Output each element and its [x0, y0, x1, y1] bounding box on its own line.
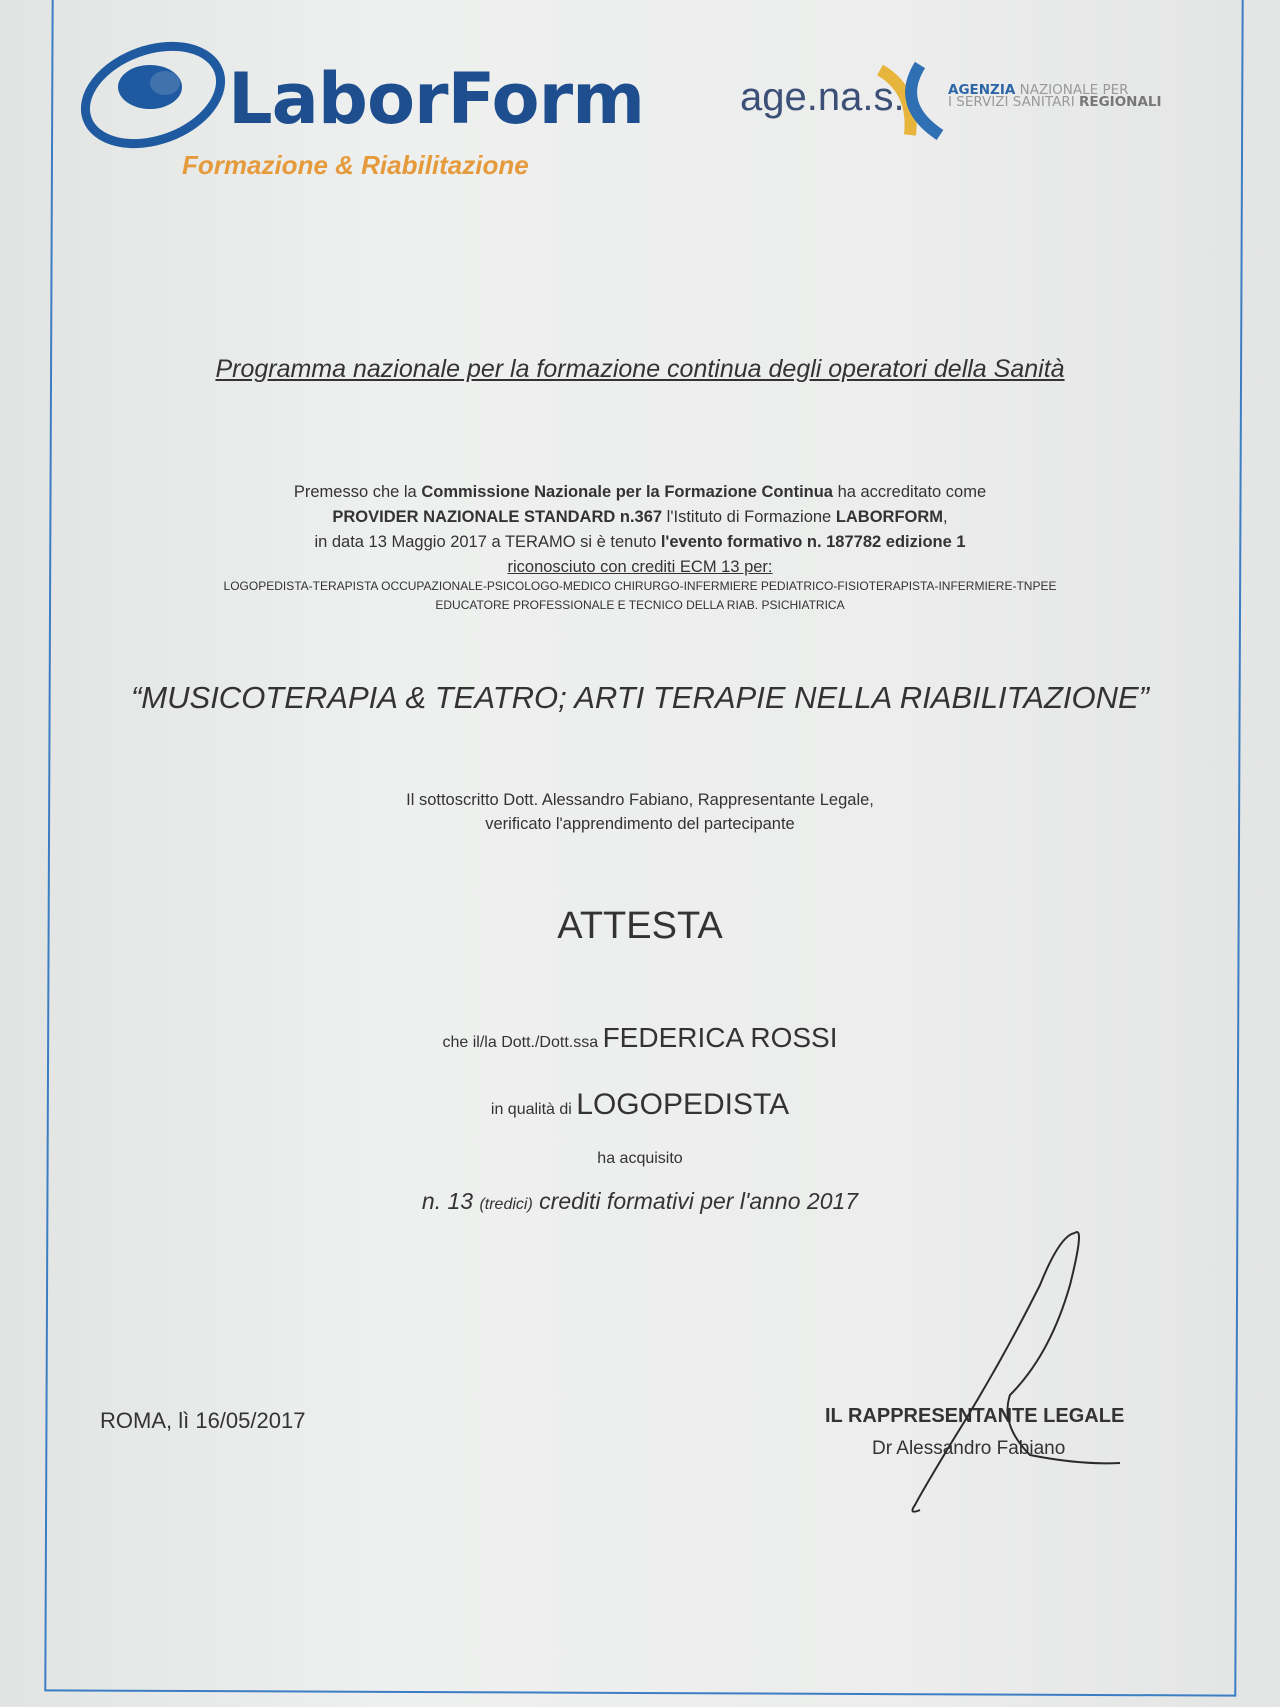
- credits-text: crediti formativi per l'anno 2017: [532, 1188, 859, 1214]
- laborform-wordmark: LaborForm: [228, 58, 645, 140]
- laborform-tagline: Formazione & Riabilitazione: [182, 150, 529, 180]
- participant-prefix: che il/la Dott./Dott.ssa: [442, 1034, 603, 1051]
- intro-line-3: [0, 530, 1280, 555]
- credits-line: [0, 1188, 1280, 1215]
- agenas-fullname: [948, 84, 1162, 108]
- intro-text: in data 13 Maggio 2017 a TERAMO si è tenuto: [314, 533, 661, 551]
- intro-text: ,: [943, 508, 948, 526]
- signature: [900, 1225, 1140, 1515]
- agenas-line1-rest: NAZIONALE PER: [1015, 82, 1129, 98]
- agenas-wordmark: age.na.s.: [740, 75, 905, 119]
- professions-line-1: LOGOPEDISTA-TERAPISTA OCCUPAZIONALE-PSICOLOGO-MEDICO CHIRURGO-INFERMIERE PEDIATRICO-FISIOTERAPISTA-INFERMIERE-TNPEE: [223, 579, 1057, 593]
- event-id: l'evento formativo n. 187782 edizione 1: [660, 533, 966, 551]
- legal-rep-title: IL RAPPRESENTANTE LEGALE: [825, 1405, 1125, 1427]
- intro-text: l'Istituto di Formazione: [662, 508, 836, 526]
- agenas-line1-bold: AGENZIA: [948, 82, 1016, 98]
- credits-number: n. 13: [421, 1188, 480, 1214]
- signer-line-2: verificato l'apprendimento del partecipante: [485, 815, 795, 833]
- role-line: [0, 1088, 1280, 1122]
- program-heading: Programma nazionale per la formazione continua degli operatori della Sanità: [215, 355, 1065, 383]
- participant-name: FEDERICA ROSSI: [602, 1022, 838, 1053]
- acquired-label: ha acquisito: [597, 1150, 683, 1167]
- participant-role: LOGOPEDISTA: [576, 1088, 790, 1121]
- intro-line-1: [0, 480, 1280, 505]
- place-date: ROMA, lì 16/05/2017: [100, 1408, 306, 1433]
- attesta-heading: ATTESTA: [557, 905, 723, 947]
- commission-name: Commissione Nazionale per la Formazione Continua: [421, 483, 833, 501]
- laborform-swirl-icon: [75, 25, 235, 155]
- signer-line-1: Il sottoscritto Dott. Alessandro Fabiano, Rappresentante Legale,: [406, 791, 874, 809]
- credits-words: (tredici): [479, 1196, 533, 1213]
- provider-id: PROVIDER NAZIONALE STANDARD n.367: [332, 508, 663, 526]
- intro-line-2: [0, 505, 1280, 530]
- role-prefix: in qualità di: [490, 1101, 577, 1118]
- intro-text: Premesso che la: [293, 483, 422, 501]
- intro-line-4: riconosciuto con crediti ECM 13 per:: [507, 558, 773, 576]
- professions-line-2: EDUCATORE PROFESSIONALE E TECNICO DELLA RIAB. PSICHIATRICA: [435, 598, 845, 612]
- agenas-line2-bold: REGIONALI: [1078, 94, 1162, 110]
- institute-name: LABORFORM: [835, 508, 944, 526]
- legal-rep-name: Dr Alessandro Fabiano: [872, 1438, 1066, 1459]
- agenas-line2-rest: I SERVIZI SANITARI: [948, 94, 1079, 110]
- participant-line: [0, 1022, 1280, 1054]
- intro-text: ha accreditato come: [832, 483, 987, 501]
- course-title: “MUSICOTERAPIA & TEATRO; ARTI TERAPIE NELLA RIABILITAZIONE”: [130, 680, 1149, 715]
- agenas-mark-icon: [875, 60, 955, 140]
